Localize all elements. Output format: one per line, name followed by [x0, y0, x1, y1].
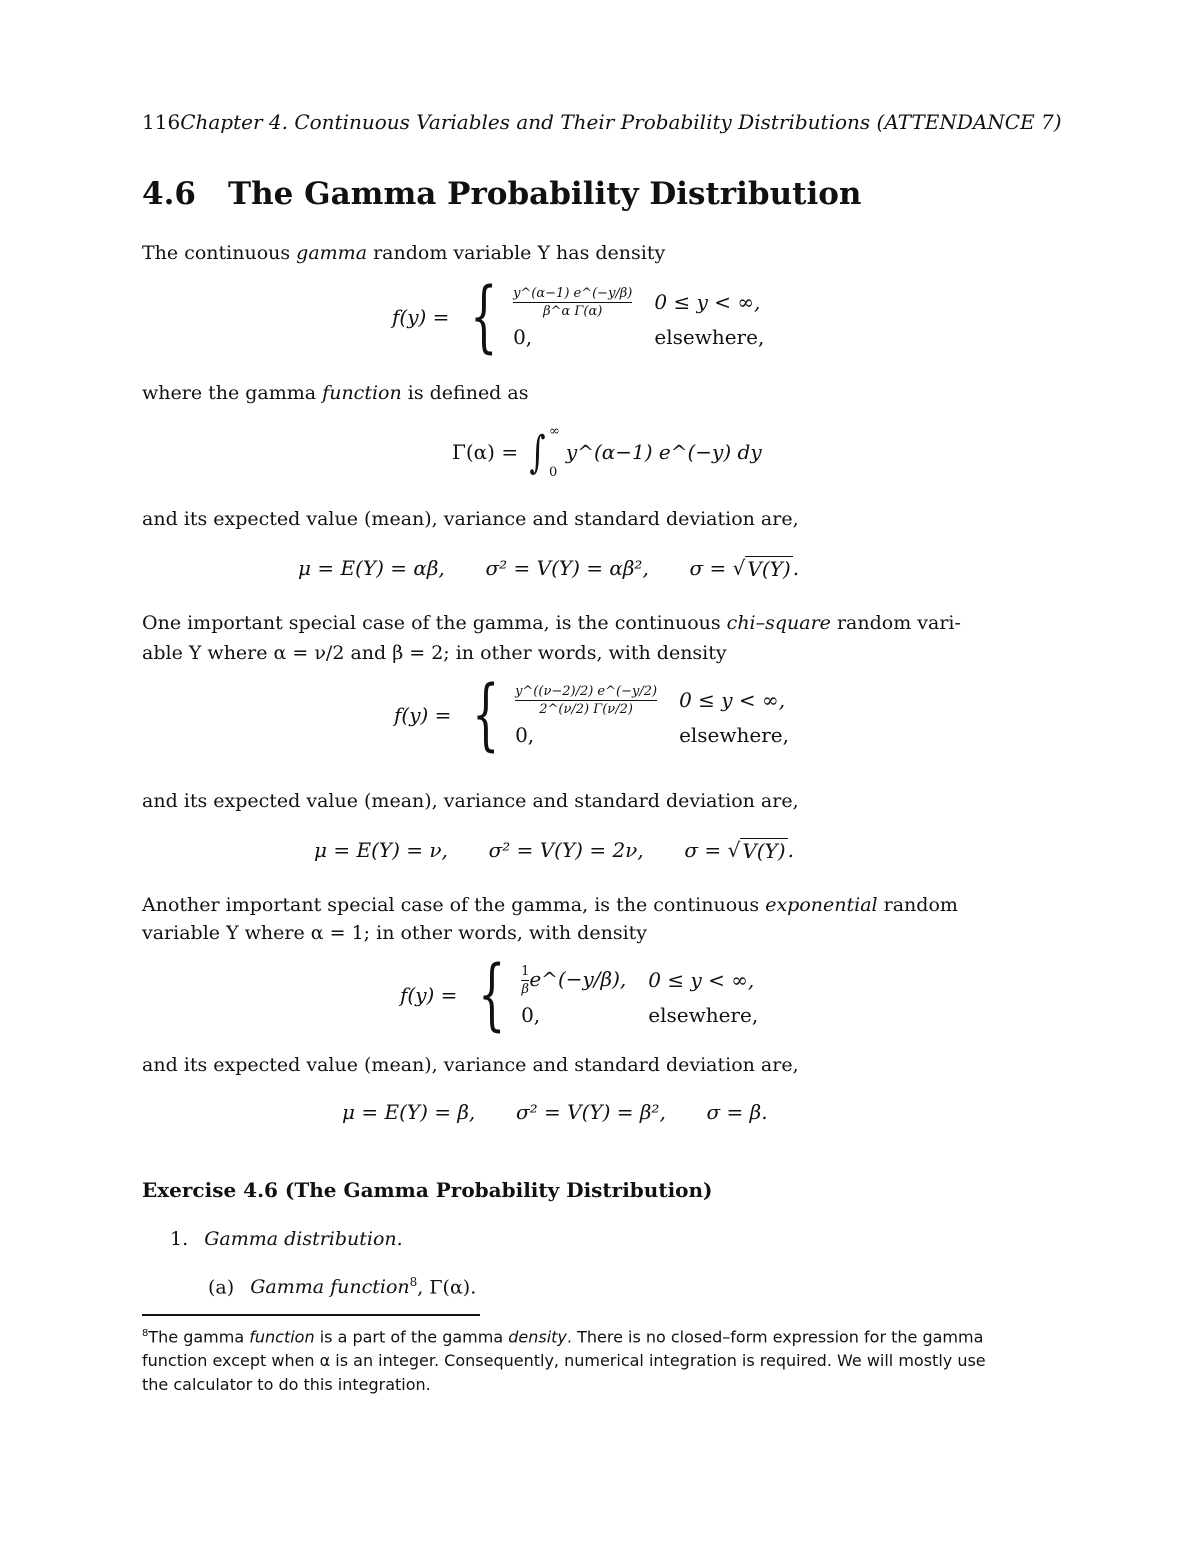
- exercise-title: Exercise 4.6 (The Gamma Probability Distribution): [142, 1178, 713, 1202]
- case2-value: 0,: [513, 324, 533, 349]
- running-title: Chapter 4. Continuous Variables and Their Probability Distributions (ATTENDANCE 7): [180, 110, 1062, 134]
- item-number: 1.: [170, 1228, 189, 1250]
- item-label: (a): [208, 1276, 235, 1299]
- running-header: [142, 110, 1062, 134]
- sd-lhs: σ =: [684, 838, 722, 862]
- section-heading: The Gamma Probability Distribution: [228, 176, 862, 212]
- mean-expr: μ = E(Y) = β,: [342, 1100, 476, 1124]
- variance-expr: σ² = V(Y) = αβ²,: [485, 556, 649, 580]
- footnote-rule: [142, 1314, 480, 1316]
- chi-moments-equation: [314, 838, 794, 863]
- eq-lhs: Γ(α) =: [452, 440, 519, 464]
- cases: [521, 964, 758, 1027]
- fraction-numerator: y^(α−1) e^(−y/β): [513, 285, 633, 301]
- integral-limits: [549, 424, 560, 480]
- sqrt: √ V(Y): [732, 556, 791, 581]
- eq-lhs: f(y) =: [400, 983, 458, 1007]
- sd-end: .: [787, 838, 794, 862]
- case2-condition: elsewhere,: [648, 1002, 759, 1027]
- exercise-item-1: [170, 1228, 403, 1250]
- exponential-paragraph-line1: [142, 890, 958, 920]
- footnote: [142, 1322, 1012, 1397]
- left-brace: {: [478, 950, 506, 1040]
- fraction-numerator: y^((ν−2)/2) e^(−y/2): [515, 683, 658, 699]
- case2-condition: elsewhere,: [654, 324, 765, 349]
- sd-end: .: [792, 556, 800, 580]
- moments-intro-3: and its expected value (mean), variance and standard deviation are,: [142, 1054, 799, 1076]
- case1-condition: 0 ≤ y < ∞,: [654, 290, 761, 314]
- cases: [513, 286, 764, 349]
- footnote-number: 8: [142, 1328, 149, 1339]
- gamma-fn-text: where the gamma: [142, 382, 323, 404]
- section-number: 4.6: [142, 176, 196, 212]
- footnote-text: is a part of the gamma: [314, 1327, 509, 1347]
- eq-lhs: f(y) =: [394, 703, 452, 727]
- exp-density-equation: [400, 950, 759, 1040]
- chi-density-equation: [394, 670, 789, 760]
- lower-limit: 0: [549, 465, 558, 480]
- item-text-end: , Γ(α).: [417, 1276, 477, 1299]
- left-brace: {: [472, 670, 500, 760]
- fraction-denominator: β: [521, 981, 529, 997]
- chi-square-paragraph-line1: [142, 608, 961, 638]
- exp-text: Another important special case of the gamma, is the continuous: [142, 894, 766, 916]
- gamma-density-equation: [392, 272, 765, 362]
- sqrt-radicand: V(Y): [747, 557, 791, 581]
- exp-text-end: random: [877, 894, 958, 916]
- footnote-text: The gamma: [148, 1327, 250, 1347]
- section-title: [142, 176, 861, 212]
- intro-emphasis: gamma: [296, 242, 368, 264]
- intro-paragraph: [142, 238, 665, 268]
- integral-sign: ∫: [529, 426, 546, 478]
- page-number: 116: [142, 110, 181, 134]
- case1-fraction: [515, 684, 657, 717]
- footnote-emphasis: density: [508, 1327, 567, 1347]
- gamma-moments-equation: [298, 556, 799, 581]
- exp-term: e^(−y/β): [529, 966, 620, 991]
- mean-expr: μ = E(Y) = αβ,: [298, 556, 445, 580]
- case2-value: 0,: [521, 1002, 541, 1027]
- integrand: y^(α−1) e^(−y) dy: [565, 440, 762, 464]
- footnote-emphasis: function: [249, 1327, 315, 1347]
- fraction-numerator: 1: [521, 963, 530, 979]
- chi-text: One important special case of the gamma, is the continuous: [142, 612, 727, 634]
- eq-lhs: f(y) =: [392, 305, 450, 329]
- exp-moments-equation: [342, 1100, 768, 1124]
- exercise-item-1a: [208, 1275, 476, 1298]
- moments-intro-1: and its expected value (mean), variance and standard deviation are,: [142, 508, 799, 530]
- sd-lhs: σ =: [689, 556, 727, 580]
- sd-expr: σ = β.: [706, 1100, 768, 1124]
- sqrt: √ V(Y): [727, 838, 786, 863]
- case1-condition: 0 ≤ y < ∞,: [679, 688, 786, 712]
- variance-expr: σ² = V(Y) = 2ν,: [488, 838, 644, 862]
- item-text: Gamma distribution.: [204, 1228, 403, 1250]
- upper-limit: ∞: [549, 424, 560, 439]
- chi-text-end: random vari-: [830, 612, 961, 634]
- intro-text-end: random variable Y has density: [367, 242, 666, 264]
- variance-expr: σ² = V(Y) = β²,: [516, 1100, 666, 1124]
- gamma-fn-emphasis: function: [322, 382, 402, 404]
- footnote-mark: 8: [409, 1275, 418, 1289]
- chi-emphasis: chi–square: [726, 612, 831, 634]
- left-brace: {: [470, 272, 498, 362]
- footnote-text: . There is no closed–form expression for the gamma function except when α is an integer. Consequently, numerical integration is required. We will mostly use the calculator to do this integration.: [142, 1327, 986, 1395]
- gamma-function-equation: [452, 424, 762, 480]
- case2-condition: elsewhere,: [679, 722, 789, 747]
- chi-square-paragraph-line2: able Y where α = ν/2 and β = 2; in other words, with density: [142, 642, 727, 664]
- fraction-denominator: 2^(ν/2) Γ(ν/2): [539, 701, 633, 717]
- moments-intro-2: and its expected value (mean), variance and standard deviation are,: [142, 790, 799, 812]
- sqrt-radicand: V(Y): [742, 839, 786, 863]
- exp-emphasis: exponential: [765, 894, 878, 916]
- intro-text: The continuous: [142, 242, 297, 264]
- exponential-paragraph-line2: variable Y where α = 1; in other words, with density: [142, 922, 648, 944]
- case1-condition: 0 ≤ y < ∞,: [648, 968, 755, 992]
- case1-fraction: [513, 286, 632, 319]
- cases: [515, 684, 789, 747]
- fraction-denominator: β^α Γ(α): [543, 303, 603, 319]
- mean-expr: μ = E(Y) = ν,: [314, 838, 448, 862]
- case1-expression: $\frac{1}{\beta}$ e^(−y/β),: [521, 963, 627, 997]
- item-text: Gamma function: [250, 1276, 410, 1299]
- gamma-function-paragraph: [142, 378, 528, 408]
- case2-value: 0,: [515, 722, 535, 747]
- gamma-fn-text-end: is defined as: [401, 382, 529, 404]
